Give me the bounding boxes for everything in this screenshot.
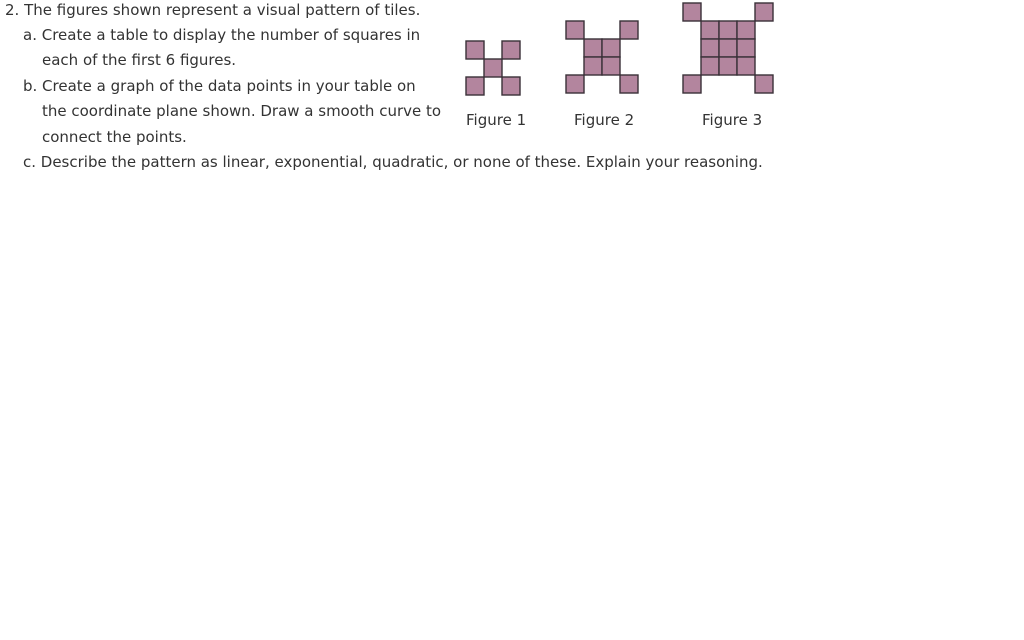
figure-1-label: Figure 1 [466,111,527,129]
part-b-line-3: connect the points. [42,128,187,146]
tile-pattern-figures [440,0,800,140]
center-tile [701,21,719,39]
center-tile [602,57,620,75]
part-a-line-2: each of the first 6 figures. [42,51,237,69]
corner-tile [466,77,484,95]
center-tile [737,21,755,39]
center-tile [737,39,755,57]
corner-tile [566,75,584,93]
center-tile [584,39,602,57]
corner-tile [683,3,701,21]
corner-tile [566,21,584,39]
part-c: c. Describe the pattern as linear, exponential, quadratic, or none of these. Explain your reasoning. [23,153,763,171]
corner-tile [620,21,638,39]
figure-3-label: Figure 3 [702,111,763,129]
corner-tile [755,3,773,21]
corner-tile [620,75,638,93]
center-tile [701,57,719,75]
center-tile [584,57,602,75]
center-tile [719,57,737,75]
part-b-line-1: b. Create a graph of the data points in your table on [23,77,416,95]
figure-1-tiles [466,41,520,95]
corner-tile [502,77,520,95]
center-tile [737,57,755,75]
corner-tile [755,75,773,93]
figure-2-label: Figure 2 [574,111,635,129]
center-tile [719,21,737,39]
problem-intro: 2. The figures shown represent a visual pattern of tiles. [5,1,421,19]
center-tile [484,59,502,77]
corner-tile [466,41,484,59]
part-b-line-2: the coordinate plane shown. Draw a smooth curve to [42,102,442,120]
center-tile [701,39,719,57]
center-tile [719,39,737,57]
figure-2-tiles [566,21,638,93]
corner-tile [502,41,520,59]
center-tile [602,39,620,57]
figure-3-tiles [683,3,773,93]
corner-tile [683,75,701,93]
part-a-line-1: a. Create a table to display the number of squares in [23,26,421,44]
